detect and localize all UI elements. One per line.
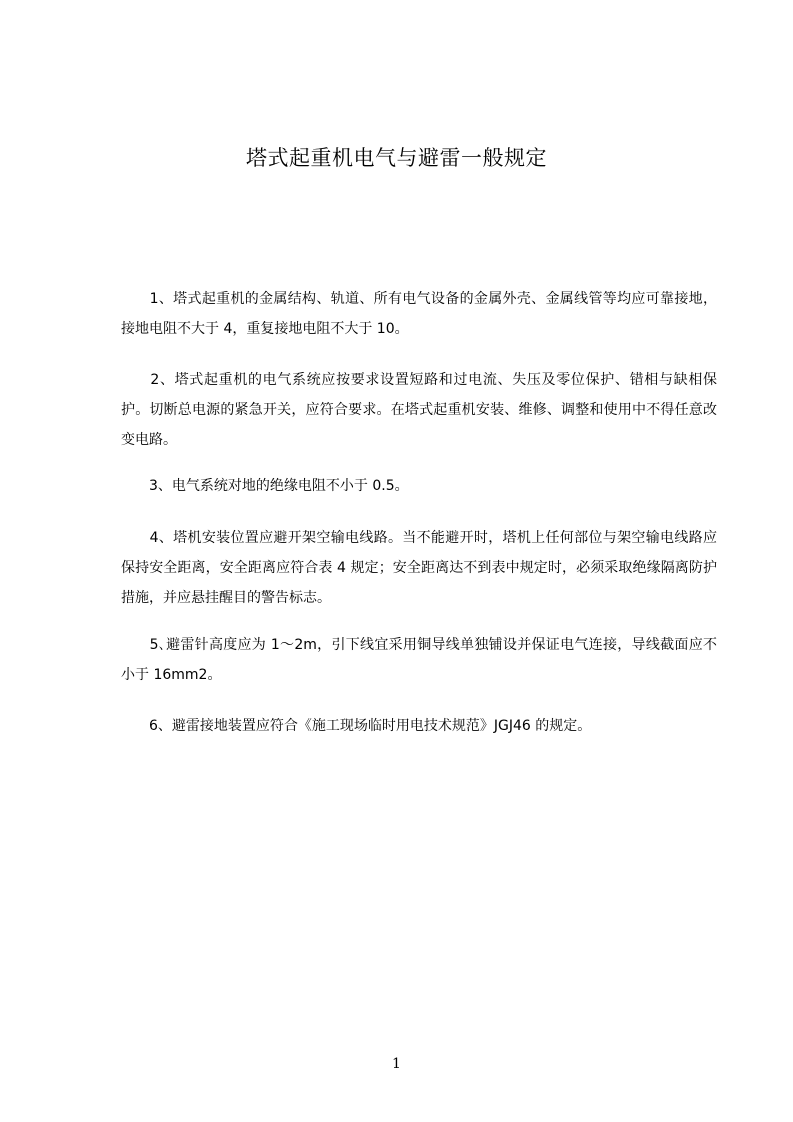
paragraph-3: 3、电气系统对地的绝缘电阻不小于 0.5。 bbox=[121, 478, 409, 494]
page-number: 1 bbox=[392, 1056, 401, 1072]
paragraph-6: 6、避雷接地装置应符合《施工现场临时用电技术规范》JGJ46 的规定。 bbox=[121, 718, 592, 734]
document-title: 塔式起重机电气与避雷一般规定 bbox=[246, 146, 547, 170]
paragraph-4: 4、塔机安装位置应避开架空输电线路。当不能避开时，塔机上任何部位与架空输电线路应保持安全距离，安全距离应符合表 4 规定；安全距离达不到表中规定时，必须采取绝缘隔离防护措施，并应悬挂醒目的警告标志。 bbox=[121, 530, 717, 606]
paragraph-5: 5､避雷针高度应为 1～2m，引下线宜采用铜导线单独铺设并保证电气连接，导线截面应不小于 16mm2。 bbox=[121, 637, 717, 683]
paragraph-2: 2、塔式起重机的电气系统应按要求设置短路和过电流、失压及零位保护、错相与缺相保护。切断总电源的紧急开关，应符合要求。在塔式起重机安装、维修、调整和使用中不得任意改变电路。 bbox=[121, 372, 717, 448]
paragraph-1: 1、塔式起重机的金属结构、轨道、所有电气设备的金属外壳、金属线管等均应可靠接地，接地电阻不大于 4，重复接地电阻不大于 10。 bbox=[121, 291, 717, 337]
